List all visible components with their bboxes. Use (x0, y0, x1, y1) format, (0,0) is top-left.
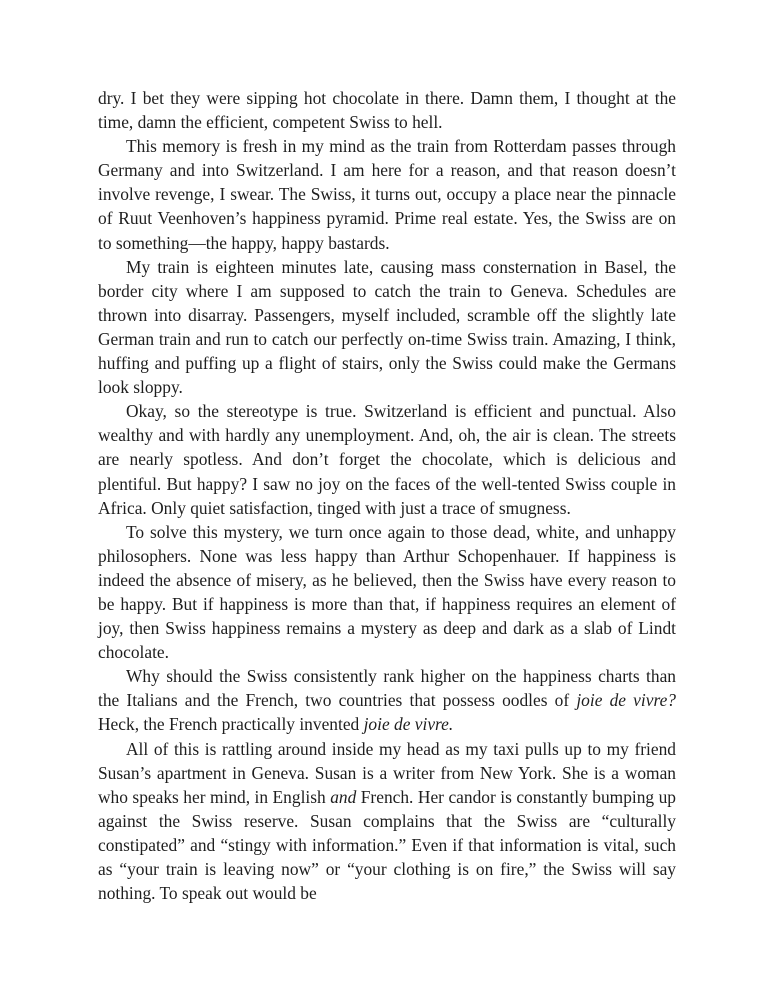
text-run: Why should the Swiss consistently rank higher on the happiness charts than the Italians and the French, two countries that possess oodles of (98, 666, 676, 711)
text-run: To solve this mystery, we turn once again to those dead, white, and unhappy philosophers. None was less happy than Arthur Schopenhauer. If happiness is indeed the absence of misery, as he believed, then the Swiss have every reason to be happy. But if happiness is more than that, if happiness requires an element of joy, then Swiss happiness remains a mystery as deep and dark as a slab of Lindt chocolate. (98, 521, 676, 663)
text-run: This memory is fresh in my mind as the train from Rotterdam passes through Germany and into Switzerland. I am here for a reason, and that reason doesn’t involve revenge, I swear. The Swiss, it turns out, occupy a place near the pinnacle of Ruut Veenhoven’s happiness pyramid. Prime real estate. Yes, the Swiss are on to something—the happy, happy bastards. (98, 136, 676, 253)
paragraph (98, 255, 676, 400)
paragraph (98, 520, 676, 665)
paragraph (98, 737, 676, 906)
italic-text: joie de vivre? (576, 690, 676, 711)
italic-text: joie de vivre. (363, 714, 454, 735)
text-run: Heck, the French practically invented (98, 714, 364, 735)
book-page-text (98, 86, 676, 905)
italic-text: and (330, 786, 357, 807)
text-run: All of this is rattling around inside my head as my taxi pulls up to my friend Susan’s apartment in Geneva. Susan is a writer from New York. She is a woman who speaks her mind, in English (98, 738, 676, 807)
text-run: dry. I bet they were sipping hot chocolate in there. Damn them, I thought at the time, damn the efficient, competent Swiss to hell. (98, 88, 676, 133)
text-run: Okay, so the stereotype is true. Switzerland is efficient and punctual. Also wealthy and with hardly any unemployment. And, oh, the air is clean. The streets are nearly spotless. And don’t forget the chocolate, which is delicious and plentiful. But happy? I saw no joy on the faces of the well-tented Swiss couple in Africa. Only quiet satisfaction, tinged with just a trace of smugness. (98, 401, 676, 518)
paragraph (98, 86, 676, 134)
text-run: French. Her candor is constantly bumping up against the Swiss reserve. Susan complains that the Swiss are “culturally constipated” and “stingy with information.” Even if that information is vital, such as “your train is leaving now” or “your clothing is on fire,” the Swiss will say nothing. To speak out would be (98, 786, 676, 904)
paragraph (98, 664, 676, 736)
paragraph (98, 134, 676, 254)
paragraph (98, 399, 676, 519)
text-run: My train is eighteen minutes late, causing mass consternation in Basel, the border city where I am supposed to catch the train to Geneva. Schedules are thrown into disarray. Passengers, myself included, scramble off the slightly late German train and run to catch our perfectly on-time Swiss train. Amazing, I think, huffing and puffing up a flight of stairs, only the Swiss could make the Germans look sloppy. (98, 256, 676, 398)
